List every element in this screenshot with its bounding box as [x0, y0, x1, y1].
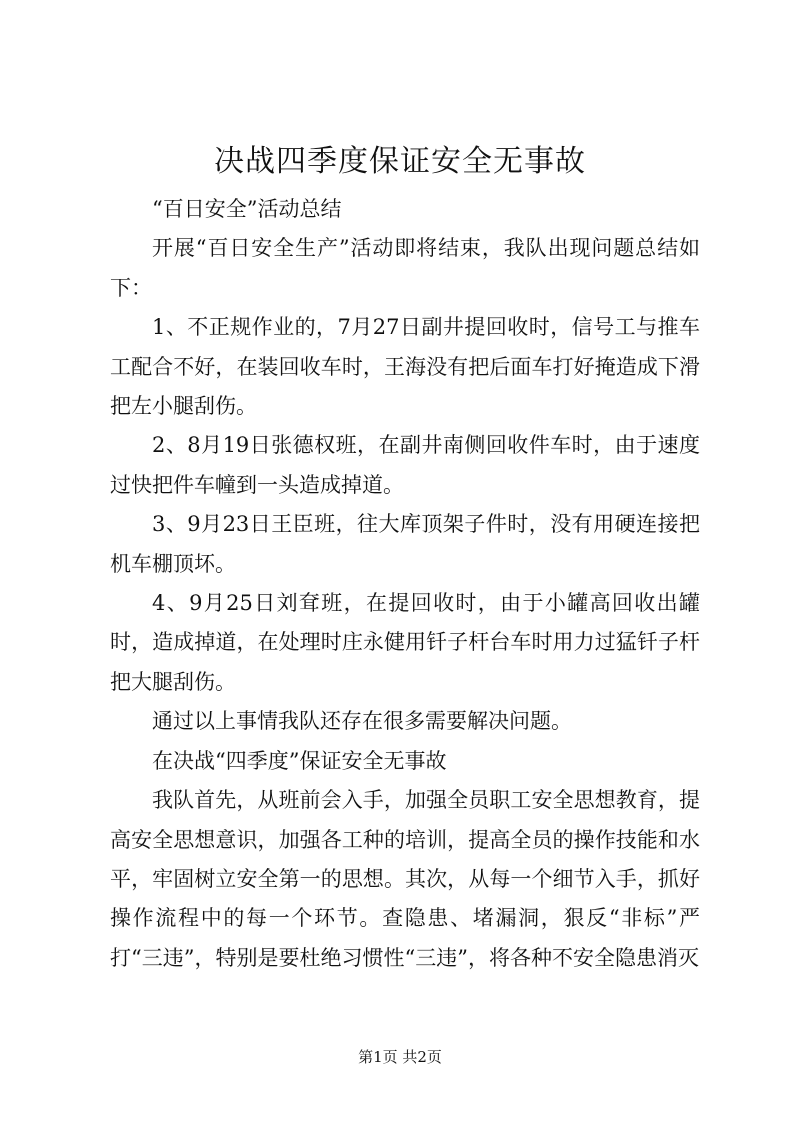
paragraph-conclusion: 通过以上事情我队还存在很多需要解决问题。 [152, 709, 572, 734]
paragraph-item-3: 3、9月23日王臣班，往大库顶架子件时，没有用硬连接把机车棚顶坏。 [110, 512, 700, 576]
paragraph-section-heading: 在决战“四季度”保证安全无事故 [152, 748, 447, 773]
paragraph-item-2: 2、8月19日张德权班，在副井南侧回收件车时，由于速度过快把件车幢到一头造成掉道。 [110, 433, 700, 497]
paragraph-subtitle: “百日安全”活动总结 [152, 197, 342, 221]
document-body [110, 190, 700, 978]
paragraph-item-4: 4、9月25日刘耷班，在提回收时，由于小罐高回收出罐时，造成掉道，在处理时庄永健用钎子杆台车时用力过猛钎子杆把大腿刮伤。 [110, 591, 700, 694]
document-title: 决战四季度保证安全无事故 [214, 144, 586, 179]
page-footer: 第1页 共2页 [358, 1048, 442, 1066]
paragraph-intro: 开展“百日安全生产”活动即将结束，我队出现问题总结如下： [110, 236, 700, 300]
paragraph-measures: 我队首先，从班前会入手，加强全员职工安全思想教育，提高安全思想意识，加强各工种的培训，提高全员的操作技能和水平，牢固树立安全第一的思想。其次，从每一个细节入手，抓好操作流程中的每一个环节。查隐患、堵漏洞，狠反“非标”严打“三违”，特别是要杜绝习惯性“三违”，将各种不安全隐患消灭 [110, 788, 700, 970]
paragraph-item-1: 1、不正规作业的，7月27日副井提回收时，信号工与推车工配合不好，在装回收车时，王海没有把后面车打好掩造成下滑把左小腿刮伤。 [110, 315, 700, 419]
